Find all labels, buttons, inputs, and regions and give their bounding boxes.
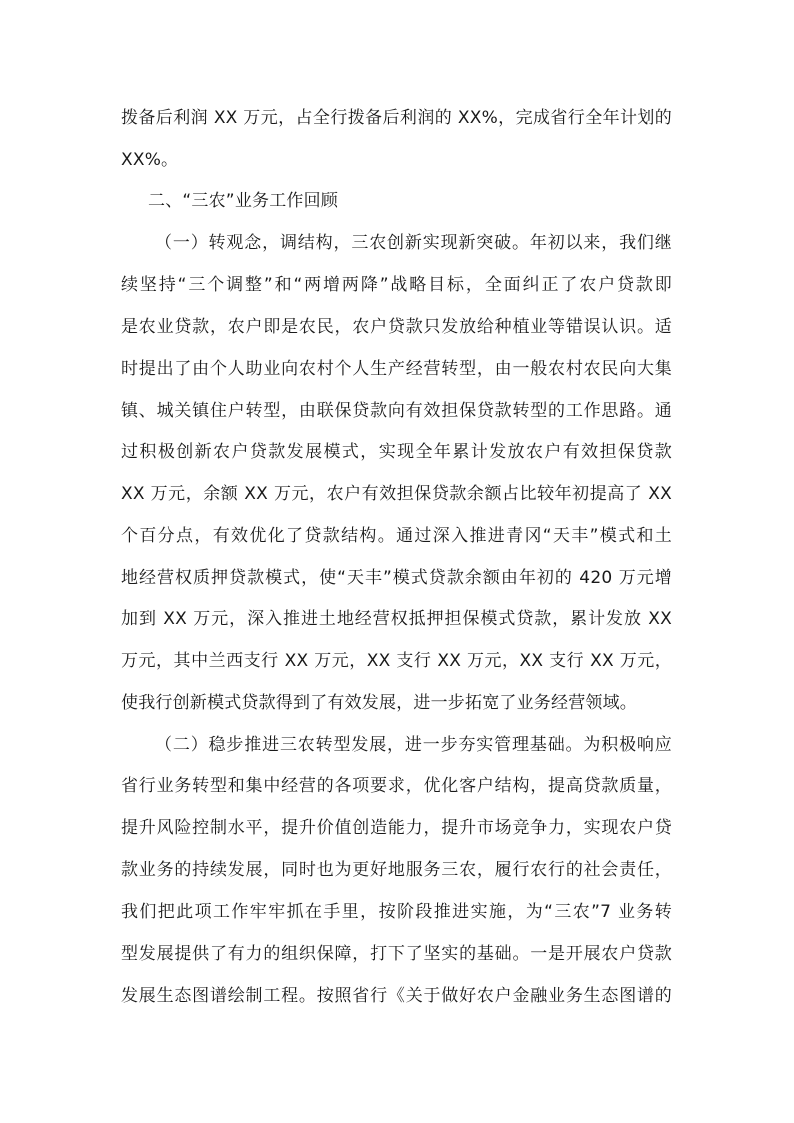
paragraph-line: 镇、城关镇住户转型，由联保贷款向有效担保贷款转型的工作思路。通 [121,401,672,421]
paragraph-line: 个百分点，有效优化了贷款结构。通过深入推进青冈“天丰”模式和土 [121,526,672,546]
paragraph-line: （二）稳步推进三农转型发展，进一步夯实管理基础。为积极响应 [155,735,672,755]
paragraph-line: （一）转观念，调结构，三农创新实现新突破。年初以来，我们继 [155,233,672,253]
paragraph-line: 使我行创新模式贷款得到了有效发展，进一步拓宽了业务经营领域。 [121,693,637,713]
paragraph-line: 省行业务转型和集中经营的各项要求，优化客户结构，提高贷款质量， [121,776,672,796]
paragraph-line: 提升风险控制水平，提升价值创造能力，提升市场竞争力，实现农户贷 [121,818,672,838]
paragraph-line: 时提出了由个人助业向农村个人生产经营转型，由一般农村农民向大集 [121,359,672,379]
paragraph-line: 万元，其中兰西支行 XX 万元，XX 支行 XX 万元，XX 支行 XX 万元， [121,651,672,671]
paragraph-line: XX 万元，余额 XX 万元，农户有效担保贷款余额占比较年初提高了 XX [121,484,672,504]
paragraph-line: 我们把此项工作牢牢抓在手里，按阶段推进实施，为“三农”7 业务转 [121,902,672,922]
section-heading: 二、“三农”业务工作回顾 [148,191,339,211]
paragraph-line: 地经营权质押贷款模式，使“天丰”模式贷款余额由年初的 420 万元增 [121,568,672,588]
paragraph-line: 过积极创新农户贷款发展模式，实现全年累计发放农户有效担保贷款 [121,442,672,462]
paragraph-line: 是农业贷款，农户即是农民，农户贷款只发放给种植业等错误认识。适 [121,317,672,337]
paragraph-line: 款业务的持续发展，同时也为更好地服务三农，履行农行的社会责任， [121,860,672,880]
paragraph-line: 续坚持“三个调整”和“两增两降”战略目标，全面纠正了农户贷款即 [121,275,672,295]
paragraph-line: XX%。 [121,150,179,170]
paragraph-line: 加到 XX 万元，深入推进土地经营权抵押担保模式贷款，累计发放 XX [121,609,672,629]
paragraph-line: 拨备后利润 XX 万元，占全行拨备后利润的 XX%，完成省行全年计划的 [121,108,672,128]
paragraph-line: 型发展提供了有力的组织保障，打下了坚实的基础。一是开展农户贷款 [121,944,672,964]
paragraph-line: 发展生态图谱绘制工程。按照省行《关于做好农户金融业务生态图谱的 [121,986,672,1006]
